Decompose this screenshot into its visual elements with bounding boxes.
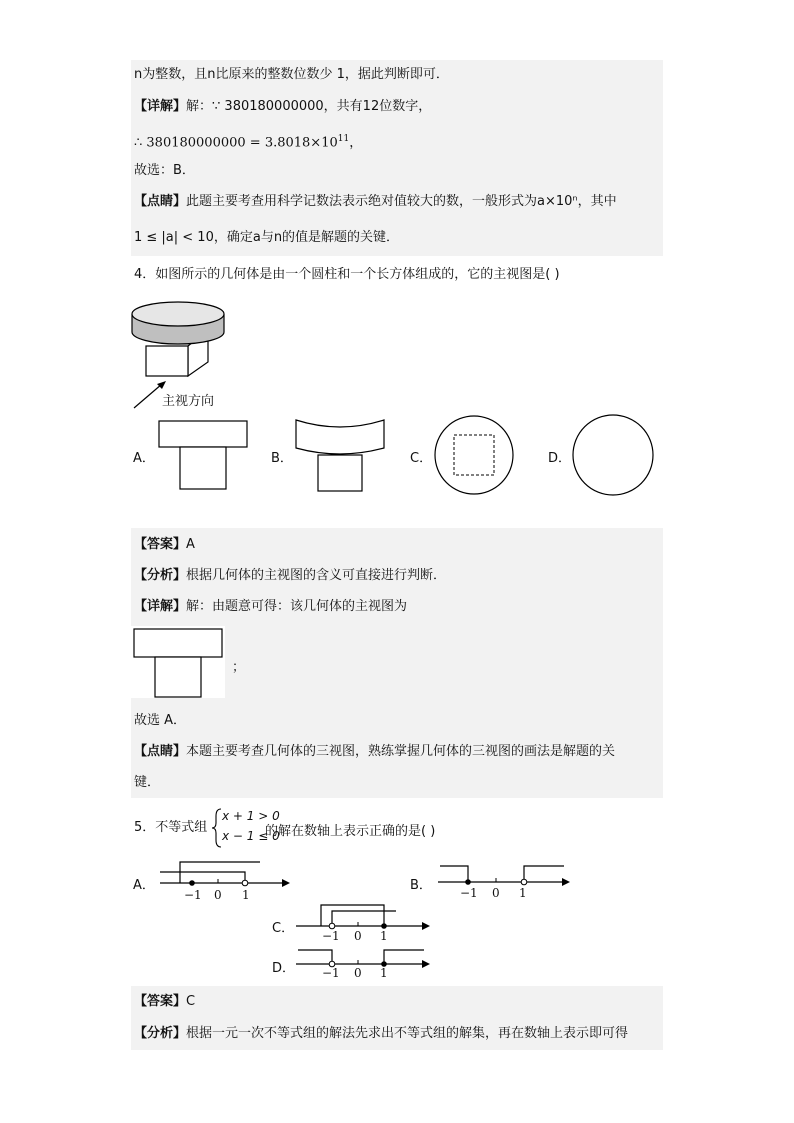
q5-option-c-numberline	[296, 902, 432, 942]
prev-choose: 故选：B．	[134, 163, 195, 178]
q4-option-b-label: B．	[271, 451, 293, 466]
view-direction-label: 主视方向	[162, 394, 215, 409]
q5-stem	[134, 819, 207, 837]
comment-tag: 【点睛】	[134, 194, 187, 209]
analysis-text: 根据一元一次不等式组的解法先求出不等式组的解集，再在数轴上表示即可得	[186, 1026, 629, 1041]
detail-text: 解：由题意可得：该几何体的主视图为	[186, 599, 408, 614]
analysis-tag: 【分析】	[134, 568, 187, 583]
q5b-tick-0: 0	[492, 886, 500, 900]
answer-value: C	[186, 994, 196, 1009]
q5-inequality-1: x + 1 > 0	[222, 809, 280, 823]
answer-tag: 【答案】	[134, 994, 187, 1009]
q4-semicolon: ；	[232, 660, 246, 675]
view-arrow	[134, 384, 162, 408]
prev-solution-block	[131, 60, 663, 256]
box-front-face	[146, 346, 188, 376]
prev-line1: n为整数，且n比原来的整数位数少 1，据此判断即可．	[134, 67, 449, 82]
q5c-tick-neg1: −1	[322, 929, 340, 943]
q4-comment	[134, 743, 615, 761]
q5-option-a-label: A．	[133, 878, 155, 893]
q5-option-c-label: C．	[272, 921, 295, 936]
answer-value: A	[186, 537, 195, 552]
comment-tag: 【点睛】	[134, 744, 187, 759]
cylinder-top	[132, 302, 224, 326]
q5a-tick-0: 0	[214, 888, 222, 902]
q4-option-a-label: A．	[133, 451, 155, 466]
q5a-tick-1: 1	[242, 888, 250, 902]
q5d-tick-neg1: −1	[322, 966, 340, 980]
comment-text: 此题主要考查用科学记数法表示绝对值较大的数，一般形式为a×10ⁿ，其中	[186, 194, 617, 209]
q5-inequality-2: x − 1 ≤ 0	[222, 829, 280, 843]
equation-tail: ，	[349, 135, 363, 151]
q5-option-a-numberline	[160, 858, 292, 902]
q5d-tick-0: 0	[354, 966, 362, 980]
q4-option-d-figure	[572, 414, 656, 498]
q4-option-a-figure	[158, 420, 250, 492]
detail-tag: 【详解】	[134, 599, 187, 614]
prev-comment	[134, 193, 617, 211]
q4-option-d-label: D．	[548, 451, 572, 466]
prev-detail	[134, 98, 431, 116]
q5c-tick-0: 0	[354, 929, 362, 943]
q4-answer-figure	[133, 628, 225, 700]
prev-comment-line2: 1 ≤ |a| < 10，确定a与n的值是解题的关键．	[134, 230, 400, 245]
q5-answer	[134, 993, 195, 1011]
q5-option-b-numberline	[438, 860, 572, 900]
q5c-tick-1: 1	[380, 929, 388, 943]
analysis-text: 根据几何体的主视图的含义可直接进行判断．	[186, 568, 447, 583]
q4-option-c-figure	[434, 415, 516, 497]
q4-option-c-label: C．	[410, 451, 433, 466]
q4-option-b-figure	[294, 418, 386, 494]
q5-option-d-numberline	[296, 944, 432, 978]
analysis-tag: 【分析】	[134, 1026, 187, 1041]
detail-tag: 【详解】	[134, 99, 187, 114]
q4-detail	[134, 598, 407, 616]
comment-text: 本题主要考查几何体的三视图，熟练掌握几何体的三视图的画法是解题的关	[186, 744, 616, 759]
q5a-tick-neg1: −1	[184, 888, 202, 902]
q4-answer	[134, 536, 195, 554]
q4-stem: 4．如图所示的几何体是由一个圆柱和一个长方体组成的，它的主视图是( )	[134, 267, 560, 282]
q4-choose: 故选 A．	[134, 713, 187, 728]
equation-text: ∴ 380180000000 = 3.8018×10	[134, 135, 338, 151]
prev-equation	[134, 130, 362, 152]
q5-stem-post: 的解在数轴上表示正确的是( )	[265, 824, 436, 839]
q5-analysis	[134, 1025, 628, 1043]
q5b-tick-1: 1	[519, 886, 527, 900]
q5-option-d-label: D．	[272, 961, 296, 976]
equation-exponent: 11	[337, 134, 350, 144]
q4-comment-line2: 键．	[134, 775, 161, 790]
q4-analysis	[134, 567, 446, 585]
answer-tag: 【答案】	[134, 537, 187, 552]
q5-option-b-label: B．	[410, 878, 432, 893]
q5-stem-pre: 5．不等式组	[134, 820, 208, 835]
q5d-tick-1: 1	[380, 966, 388, 980]
q5b-tick-neg1: −1	[460, 886, 478, 900]
detail-text: 解：∵ 380180000000，共有12位数字，	[186, 99, 432, 114]
